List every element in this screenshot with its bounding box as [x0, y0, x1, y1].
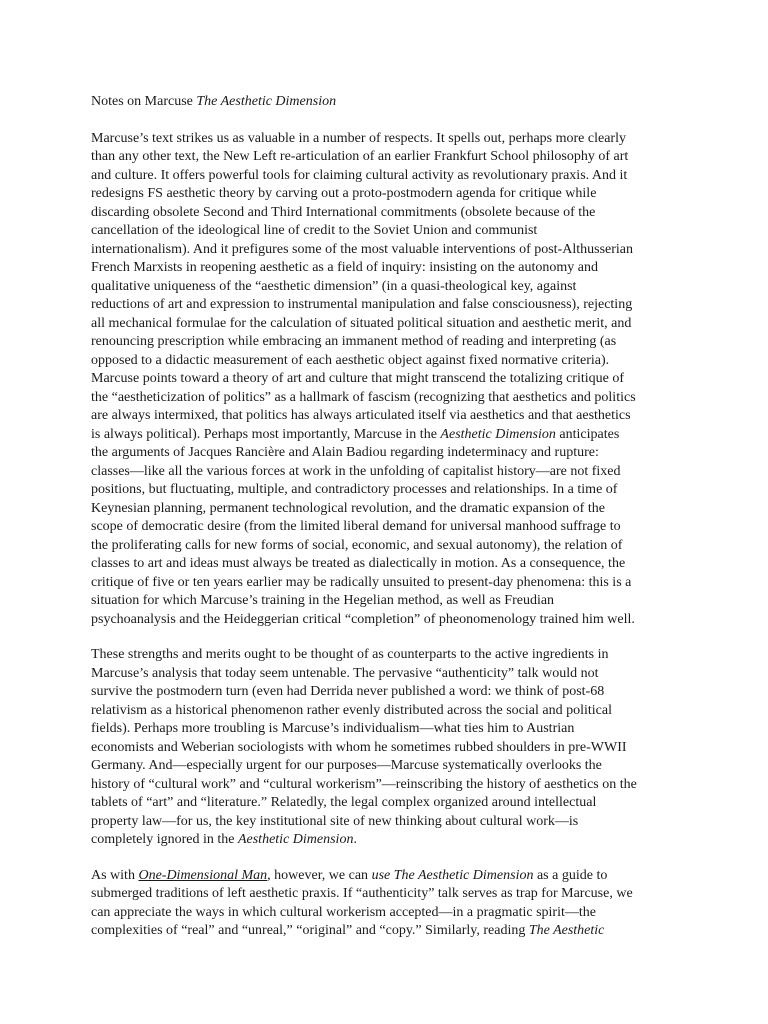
text-line: [91, 665, 691, 684]
document-body: [91, 130, 691, 941]
text-line: [91, 352, 691, 371]
text-line: [91, 426, 691, 445]
text-line: [91, 611, 691, 630]
text-run: renouncing prescription while embracing an immanent method of reading and interpreting (as: [91, 334, 617, 349]
text-run: the “aestheticization of politics” as a hallmark of fascism (recognizing that aesthetics and politics: [91, 389, 636, 405]
text-line: [91, 922, 691, 941]
text-line: [91, 739, 691, 758]
paragraph: [91, 130, 691, 630]
text-run: Marcuse points toward a theory of art and culture that might transcend the totalizing critique of: [91, 371, 624, 386]
text-line: [91, 831, 691, 850]
text-line: [91, 259, 691, 278]
text-line: [91, 463, 691, 482]
text-run: As with: [91, 867, 139, 883]
text-line: [91, 500, 691, 519]
italic-underlined-text: One-Dimensional Man: [138, 867, 268, 883]
text-line: [91, 481, 691, 500]
text-run: discarding obsolete Second and Third International commitments (obsolete because of the: [91, 204, 596, 220]
text-line: [91, 574, 691, 593]
text-line: [91, 518, 691, 537]
text-line: [91, 204, 691, 223]
text-run: anticipates: [555, 426, 620, 442]
text-run: positions, but fluctuating, multiple, and contradictory processes and relationships. In a time of: [91, 482, 618, 497]
italic-text: The Aesthetic Dimension: [393, 867, 534, 883]
text-run: Marcuse’s text strikes us as valuable in a number of respects. It spells out, perhaps more clearly: [91, 130, 626, 146]
text-run: relativism as a historical phenomenon rather evenly distributed across the social and political: [91, 702, 612, 718]
text-line: [91, 776, 691, 795]
text-line: [91, 389, 691, 408]
text-run: internationalism). And it prefigures some of the most valuable interventions of post-Althusserian: [91, 241, 634, 257]
text-line: [91, 683, 691, 702]
text-run: , however, we can: [267, 867, 372, 883]
text-run: survive the postmodern turn (even had Derrida never published a word: we think of post-68: [91, 684, 605, 699]
text-run: classes—like all the various forces at work in the unfolding of capitalist history—are not fixed: [91, 463, 621, 479]
text-run: as a guide to: [533, 867, 608, 883]
text-run: property law—for us, the key institutional site of new thinking about cultural work—is: [91, 813, 579, 829]
text-run: Germany. And—especially urgent for our purposes—Marcuse systematically overlooks the: [91, 758, 602, 773]
text-run: Marcuse’s analysis that today seem untenable. The pervasive “authenticity” talk would not: [91, 665, 599, 681]
text-run: situation for which Marcuse’s training in the Hegelian method, as well as Freudian: [91, 593, 555, 608]
text-run: fields). Perhaps more troubling is Marcuse’s individualism—what ties him to Austrian: [91, 721, 575, 736]
text-run: French Marxists in reopening aesthetic as a field of inquiry: insisting on the autonomy and: [91, 260, 599, 275]
italic-text: use: [371, 867, 391, 883]
text-run: opposed to a didactic measurement of each aesthetic object against fixed normative criteria).: [91, 352, 610, 368]
text-run: the arguments of Jacques Rancière and Alain Badiou regarding indeterminacy and rupture:: [91, 445, 599, 460]
text-line: [91, 278, 691, 297]
text-run: scope of democratic desire (from the limited liberal demand for universal manhood suffrage to: [91, 519, 621, 534]
text-line: [91, 296, 691, 315]
text-run: than any other text, the New Left re-articulation of an earlier Frankfurt School philosophy of art: [91, 149, 629, 164]
text-run: redesigns FS aesthetic theory by carving out a proto-postmodern agenda for critique while: [91, 186, 597, 201]
italic-text: The Aesthetic: [528, 923, 605, 938]
paragraph: [91, 646, 691, 850]
text-run: economists and Weberian sociologists with whom he sometimes rubbed shoulders in pre-WWII: [91, 739, 627, 755]
text-line: [91, 333, 691, 352]
text-line: [91, 222, 691, 241]
text-line: [91, 813, 691, 832]
text-line: [91, 148, 691, 167]
text-run: are always intermixed, that politics has always articulated itself via aesthetics and that aesthetics: [91, 408, 631, 423]
italic-text: Aesthetic Dimension: [440, 426, 556, 442]
text-run: Keynesian planning, permanent technological revolution, and the dramatic expansion of the: [91, 500, 605, 516]
text-line: [91, 555, 691, 574]
title-prefix: Notes on Marcuse: [91, 94, 197, 109]
italic-text: Aesthetic Dimension: [237, 832, 354, 847]
text-run: the proliferating calls for new forms of social, economic, and sexual autonomy), the relation of: [91, 537, 623, 553]
text-run: qualitative uniqueness of the “aesthetic dimension” (in a quasi-theological key, against: [91, 278, 577, 294]
text-run: history of “cultural work” and “cultural workerism”—reinscribing the history of aesthetics on the: [91, 776, 637, 792]
text-line: [91, 130, 691, 149]
text-line: [91, 720, 691, 739]
text-line: [91, 370, 691, 389]
text-run: tablets of “art” and “literature.” Relatedly, the legal complex organized around intellectual: [91, 795, 597, 810]
text-line: [91, 315, 691, 334]
text-line: [91, 646, 691, 665]
text-line: [91, 592, 691, 611]
text-run: completely ignored in the: [91, 832, 238, 847]
text-run: and culture. It offers powerful tools for claiming cultural activity as revolutionary praxis. And it: [91, 167, 628, 183]
text-line: [91, 885, 691, 904]
text-run: complexities of “real” and “unreal,” “original” and “copy.” Similarly, reading: [91, 923, 529, 938]
text-run: psychoanalysis and the Heideggerian critical “completion” of pheonomenology trained him well.: [91, 611, 635, 627]
document-page: [91, 93, 691, 958]
text-run: classes to art and ideas must always be treated as dialectically in motion. As a consequence, the: [91, 556, 626, 571]
text-line: [91, 167, 691, 186]
text-run: These strengths and merits ought to be thought of as counterparts to the active ingredients in: [91, 647, 609, 662]
text-run: submerged traditions of left aesthetic praxis. If “authenticity” talk serves as trap for Marcuse, we: [91, 886, 633, 901]
text-run: can appreciate the ways in which cultural workerism accepted—in a pragmatic spirit—the: [91, 904, 596, 920]
text-run: cancellation of the ideological line of credit to the Soviet Union and communist: [91, 223, 538, 238]
text-line: [91, 702, 691, 721]
text-line: [91, 904, 691, 923]
text-line: [91, 407, 691, 426]
text-line: [91, 757, 691, 776]
text-run: all mechanical formulae for the calculation of situated political situation and aesthetic merit, and: [91, 315, 632, 331]
text-run: is always political). Perhaps most importantly, Marcuse in the: [91, 426, 441, 442]
text-line: [91, 867, 691, 886]
text-run: reductions of art and expression to instrumental manipulation and false consciousness), rejecting: [91, 297, 633, 312]
text-line: [91, 444, 691, 463]
paragraph: [91, 867, 691, 941]
text-line: [91, 185, 691, 204]
text-run: .: [353, 832, 357, 847]
document-title: [91, 93, 691, 112]
title-work: The Aesthetic Dimension: [196, 94, 337, 109]
text-line: [91, 537, 691, 556]
text-line: [91, 241, 691, 260]
text-run: critique of five or ten years earlier may be radically unsuited to present-day phenomena: this is a: [91, 574, 632, 590]
text-line: [91, 794, 691, 813]
